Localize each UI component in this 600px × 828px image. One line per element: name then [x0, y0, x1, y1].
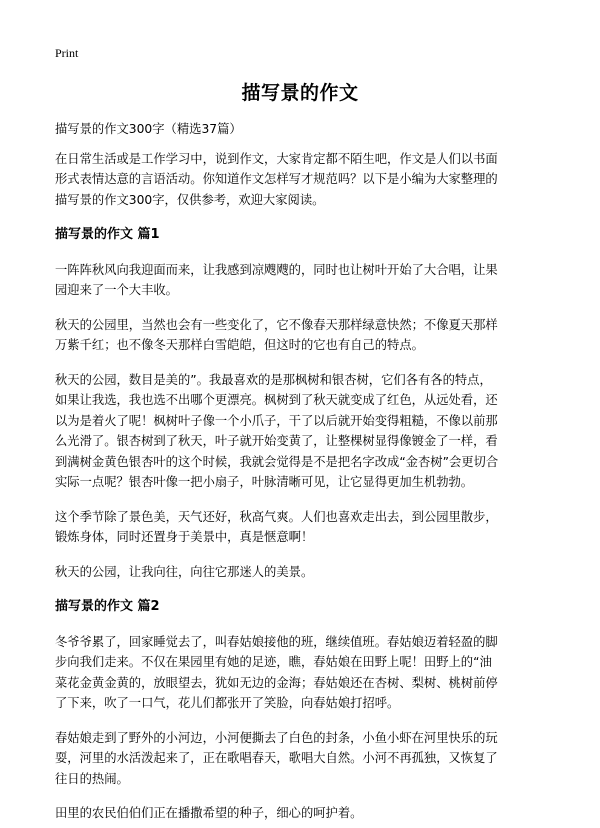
text-line: 到满树金黄色银杏叶的这个时候，我就会觉得是不是把名字改成“金杏树”会更切合 [55, 454, 499, 469]
paragraph [55, 803, 555, 824]
intro-paragraph [55, 149, 555, 211]
text-line: 了下来，吹了一口气，花儿们都张开了笑脸，向春姑娘打招呼。 [55, 696, 400, 710]
paragraph [55, 728, 555, 790]
text-line: 形式表情达意的言语活动。你知道作文怎样写才规范吗？以下是小编为大家整理的 [55, 172, 498, 186]
text-line: 一阵阵秋风向我迎面而来，让我感到凉飕飕的，同时也让树叶开始了大合唱，让果 [55, 262, 498, 277]
text-line: 实际一点呢？银杏叶像一把小扇子，叶脉清晰可见，让它显得更加生机勃勃。 [55, 475, 474, 489]
text-line: 冬爷爷累了，回家睡觉去了，叫春姑娘接他的班，继续值班。春姑娘迈着轻盈的脚 [55, 634, 498, 649]
paragraph [55, 315, 555, 356]
text-line: 耍，河里的水活泼起来了，正在歌唱春天，歌唱大自然。小河不再孤独，又恢复了 [55, 751, 498, 765]
text-line: 如果让我选，我也选不出哪个更漂亮。枫树到了秋天就变成了红色，从远处看，还 [55, 393, 498, 407]
paragraph [55, 632, 555, 714]
text-line: 在日常生活或是工作学习中，说到作文，大家肯定都不陌生吧，作文是人们以书面 [55, 151, 498, 166]
article-body [55, 119, 555, 824]
text-line: 以为是着火了呢！枫树叶子像一个小爪子，干了以后就开始变得粗糙，不像以前那 [55, 413, 498, 428]
paragraph [55, 370, 555, 493]
text-line: 春姑娘走到了野外的小河边，小河便撕去了白色的封条，小鱼小虾在河里快乐的玩 [55, 730, 498, 745]
text-line: 菜花金黄金黄的，放眼望去，犹如无边的金海；春姑娘还在杏树、梨树、桃树前停 [55, 675, 498, 690]
text-line: 园迎来了一个大丰收。 [55, 283, 178, 297]
text-line: 锻炼身体，同时还置身于美景中，真是惬意啊！ [55, 530, 314, 544]
page-title: 描写景的作文 [241, 82, 359, 104]
text-line: 秋天的公园里，当然也会有一些变化了，它不像春天那样绿意快然；不像夏天那样 [55, 317, 498, 332]
paragraph [55, 260, 555, 301]
print-link[interactable]: Print [55, 46, 79, 60]
text-line: 秋天的公园，数目是美的”。我最喜欢的是那枫树和银杏树，它们各有各的特点， [55, 372, 492, 387]
text-line: 往日的热闹。 [55, 771, 129, 786]
text-line: 步向我们走来。不仅在果园里有她的足迹，瞧，春姑娘在田野上呢！田野上的“油 [55, 655, 492, 669]
paragraph [55, 562, 555, 583]
text-line: 秋天的公园，让我向往，向往它那迷人的美景。 [55, 564, 314, 579]
text-line: 万紫千红；也不像冬天那样白雪皑皑，但这时的它也有自己的特点。 [55, 338, 424, 352]
subtitle: 描写景的作文300字（精选37篇） [55, 122, 242, 136]
section-heading-1: 描写景的作文 篇1 [55, 227, 160, 242]
text-line: 这个季节除了景色美，天气还好，秋高气爽。人们也喜欢走出去，到公园里散步， [55, 509, 498, 524]
text-line: 么光滑了。银杏树到了秋天，叶子就开始变黄了，让整棵树显得像镀金了一样，看 [55, 434, 498, 448]
text-line: 田里的农民伯伯们正在播撒希望的种子，细心的呵护着。 [55, 806, 363, 820]
text-line: 描写景的作文300字，仅供参考，欢迎大家阅读。 [55, 192, 325, 207]
paragraph [55, 507, 555, 548]
section-heading-2: 描写景的作文 篇2 [55, 599, 160, 614]
